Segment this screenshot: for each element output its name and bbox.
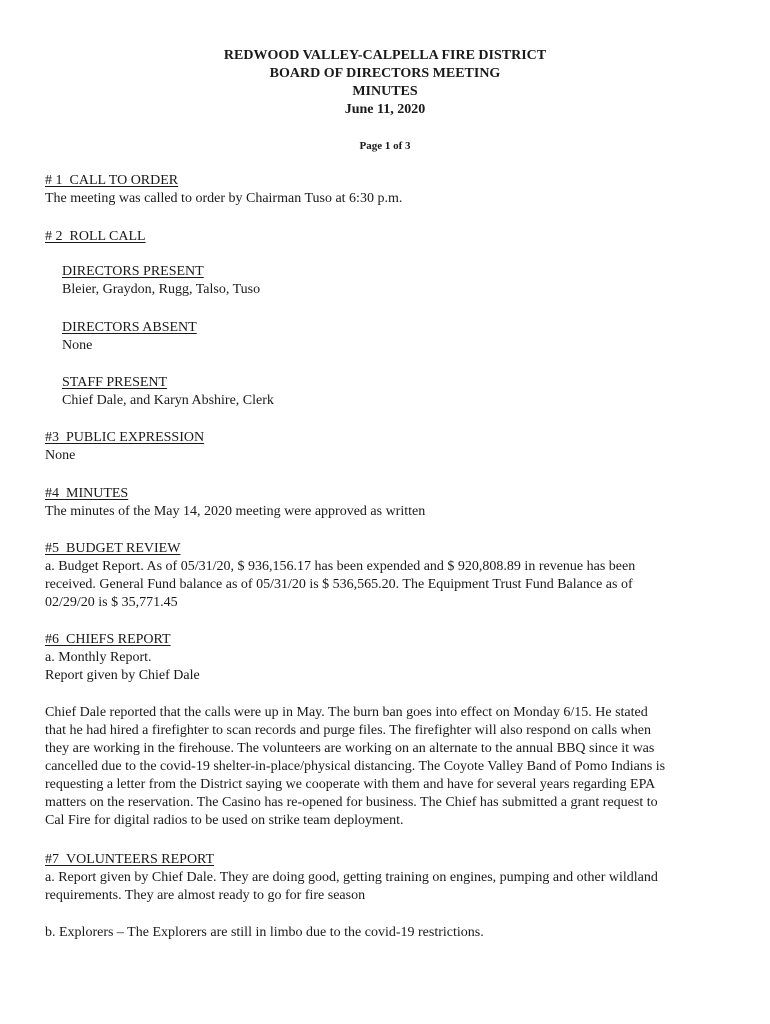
directors-absent-heading: DIRECTORS ABSENT bbox=[62, 320, 197, 335]
header-doc-type: MINUTES bbox=[352, 84, 418, 99]
header-meeting-type: BOARD OF DIRECTORS MEETING bbox=[269, 66, 501, 81]
header-date: June 11, 2020 bbox=[344, 102, 426, 117]
budget-line: received. General Fund balance as of 05/31/20 is $ 536,565.20. The Equipment Trust Fund Balance as of bbox=[45, 577, 633, 592]
section-budget-review bbox=[45, 540, 735, 612]
directors-present bbox=[62, 263, 752, 299]
section-heading bbox=[45, 851, 735, 869]
section-number: #6 bbox=[45, 632, 59, 647]
section-heading bbox=[45, 485, 735, 503]
volunteers-item-a-line: a. Report given by Chief Dale. They are doing good, getting training on engines, pumping and other wildland bbox=[45, 870, 658, 885]
paragraph-line: that he had hired a firefighter to scan records and purge files. The firefighter will also respond on calls when bbox=[45, 723, 651, 738]
section-call-to-order bbox=[45, 172, 735, 208]
section-number: #4 bbox=[45, 486, 59, 501]
section-title: CHIEFS REPORT bbox=[66, 632, 171, 647]
directors-absent bbox=[62, 319, 752, 355]
section-title: MINUTES bbox=[66, 486, 129, 501]
section-chiefs-report bbox=[45, 631, 735, 685]
section-heading bbox=[45, 429, 735, 447]
paragraph-line: requesting a letter from the District saying we cooperate with them and have for several years regarding EPA bbox=[45, 777, 656, 792]
section-minutes bbox=[45, 485, 735, 521]
directors-present-list: Bleier, Graydon, Rugg, Talso, Tuso bbox=[62, 282, 261, 297]
section-number: #3 bbox=[45, 430, 59, 445]
chiefs-report-item-a: a. Monthly Report. bbox=[45, 650, 152, 665]
section-number: #7 bbox=[45, 852, 59, 867]
section-number: #5 bbox=[45, 541, 59, 556]
chiefs-report-paragraph bbox=[45, 704, 735, 830]
section-heading bbox=[45, 228, 735, 246]
volunteers-item-b-text: b. Explorers – The Explorers are still in limbo due to the covid-19 restrictions. bbox=[45, 925, 484, 940]
section-text: The meeting was called to order by Chairman Tuso at 6:30 p.m. bbox=[45, 191, 403, 206]
paragraph-line: they are working in the firehouse. The volunteers are working on an alternate to the annual BBQ since it was bbox=[45, 741, 655, 756]
paragraph-line: Cal Fire for digital radios to be used on strike team deployment. bbox=[45, 813, 404, 828]
header-district-name: REDWOOD VALLEY-CALPELLA FIRE DISTRICT bbox=[223, 48, 547, 63]
volunteers-item-b bbox=[45, 924, 735, 942]
directors-absent-list: None bbox=[62, 338, 93, 353]
directors-present-heading: DIRECTORS PRESENT bbox=[62, 264, 204, 279]
volunteers-item-a-line: requirements. They are almost ready to go for fire season bbox=[45, 888, 366, 903]
section-title: VOLUNTEERS REPORT bbox=[66, 852, 215, 867]
paragraph-line: matters on the reservation. The Casino has re-opened for business. The Chief has submitted a grant request to bbox=[45, 795, 658, 810]
section-title: CALL TO ORDER bbox=[69, 173, 179, 188]
budget-line: 02/29/20 is $ 35,771.45 bbox=[45, 595, 178, 610]
section-heading bbox=[45, 172, 735, 190]
chiefs-report-given-by: Report given by Chief Dale bbox=[45, 668, 200, 683]
section-public-expression bbox=[45, 429, 735, 465]
section-text: None bbox=[45, 448, 76, 463]
staff-present bbox=[62, 374, 752, 410]
staff-present-heading: STAFF PRESENT bbox=[62, 375, 168, 390]
section-heading bbox=[45, 631, 735, 649]
section-number: # 2 bbox=[45, 229, 63, 244]
section-title: PUBLIC EXPRESSION bbox=[66, 430, 205, 445]
document-header bbox=[0, 47, 770, 119]
page-number: Page 1 of 3 bbox=[359, 140, 411, 152]
staff-present-list: Chief Dale, and Karyn Abshire, Clerk bbox=[62, 393, 274, 408]
section-heading bbox=[45, 540, 735, 558]
section-number: # 1 bbox=[45, 173, 63, 188]
budget-line: a. Budget Report. As of 05/31/20, $ 936,156.17 has been expended and $ 920,808.89 in revenue has been bbox=[45, 559, 636, 574]
section-title: ROLL CALL bbox=[69, 229, 146, 244]
paragraph-line: Chief Dale reported that the calls were up in May. The burn ban goes into effect on Monday 6/15. He stated bbox=[45, 705, 648, 720]
section-title: BUDGET REVIEW bbox=[66, 541, 181, 556]
section-text: The minutes of the May 14, 2020 meeting were approved as written bbox=[45, 504, 426, 519]
section-volunteers-report bbox=[45, 851, 735, 905]
section-roll-call bbox=[45, 228, 735, 246]
paragraph-line: cancelled due to the covid-19 shelter-in-place/physical distancing. The Coyote Valley Band of Pomo Indians is bbox=[45, 759, 666, 774]
